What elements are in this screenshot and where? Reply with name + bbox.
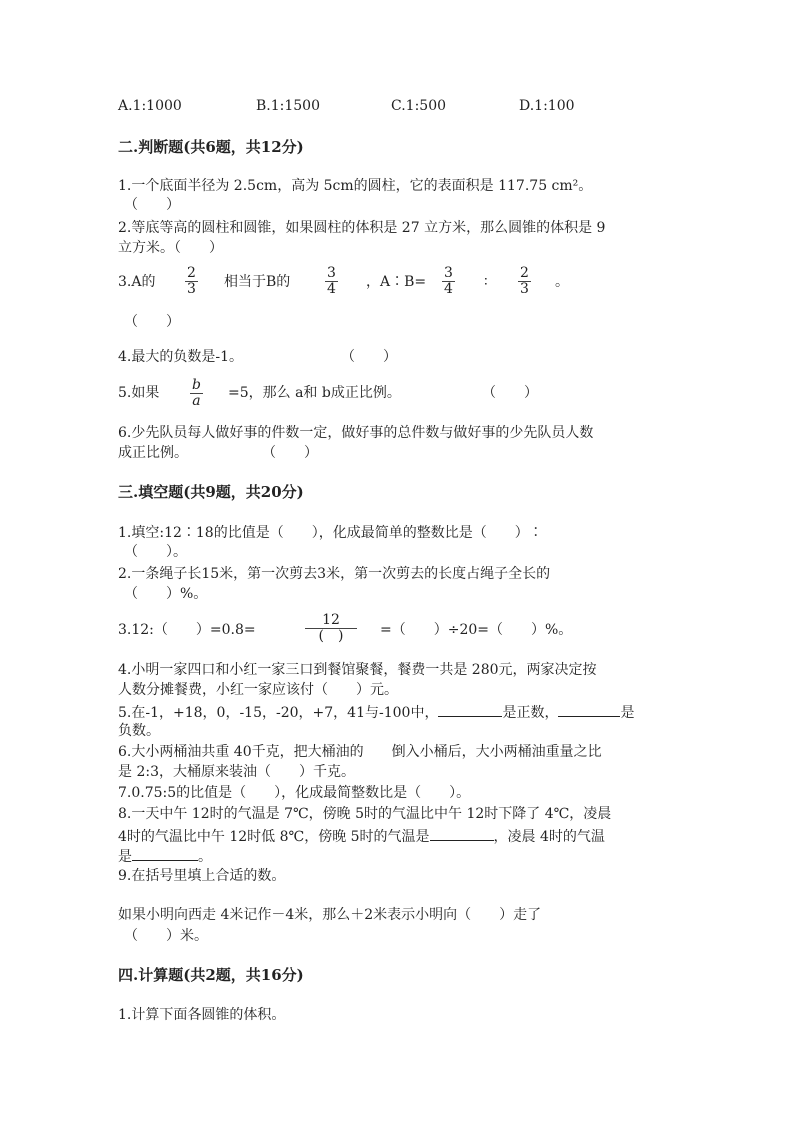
- fill-q6-line1: [118, 743, 602, 761]
- fraction-denominator: a: [192, 393, 201, 409]
- judge-q1-paren: （ ）: [124, 197, 180, 213]
- fraction-numerator: b: [192, 377, 201, 393]
- option-d: D.1:100: [519, 98, 575, 114]
- answer-blank[interactable]: [558, 702, 620, 717]
- fill-q6-text-b: 倒入小桶后，大小两桶油重量之比: [391, 744, 602, 760]
- fraction-denominator: 4: [327, 281, 336, 297]
- judge-q5-paren: （ ）: [482, 385, 538, 401]
- judge-q2-line1: 2.等底等高的圆柱和圆锥，如果圆柱的体积是 27 立方米，那么圆锥的体积是 9: [118, 220, 606, 236]
- fraction-denominator: 3: [187, 281, 196, 297]
- judge-q4-text: 4.最大的负数是-1。: [118, 349, 243, 365]
- fill-q9-sub-line2: （ ）米。: [124, 928, 208, 944]
- fill-q5-text-b: 是正数，: [502, 705, 559, 721]
- answer-blank[interactable]: [438, 702, 502, 717]
- judge-q6-line2: 成正比例。: [118, 445, 188, 461]
- judge-q3-mid1: 相当于B的: [224, 274, 291, 290]
- fill-q6-text-a: 6.大小两桶油共重 40千克，把大桶油的: [118, 744, 364, 760]
- fraction-numerator: 3: [327, 265, 336, 281]
- fill-q2-line1: 2.一条绳子长15米，第一次剪去3米，第一次剪去的长度占绳子全长的: [118, 566, 551, 582]
- fill-q8-line2: [118, 826, 605, 846]
- judge-q2-line2: 立方米。（ ）: [118, 240, 223, 256]
- fill-q1-line1: 1.填空:12∶18的比值是（ ），化成最简单的整数比是（ ）∶: [118, 525, 543, 541]
- judge-q3-fraction-a: [185, 266, 198, 297]
- fraction-denominator: 3: [520, 281, 529, 297]
- judge-q6-line1: 6.少先队员每人做好事的件数一定，做好事的总件数与做好事的少先队员人数: [118, 425, 594, 441]
- judge-q6-paren: （ ）: [262, 445, 318, 461]
- fraction-numerator: 3: [444, 265, 453, 281]
- fill-q3-part1: 3.12:（ ）=0.8=: [118, 622, 256, 638]
- fraction-numerator: 2: [187, 265, 196, 281]
- judge-q5-suffix: =5，那么 a和 b成正比例。: [228, 385, 401, 401]
- fill-q3-part2: =（ ）÷20=（ ）%。: [380, 622, 573, 638]
- judge-q3-mid2: ，A∶B=: [366, 274, 427, 290]
- fill-q8-text-d: 。: [198, 849, 212, 865]
- fill-q9-sub-line1: 如果小明向西走 4米记作－4米，那么＋2米表示小明向（ ）走了: [118, 907, 542, 923]
- fill-q5-text-c: 是: [620, 705, 635, 721]
- fill-q5-line1: [118, 702, 634, 722]
- fill-q8-text-a: 4时的气温比中午 12时低 8℃，傍晚 5时的气温是: [118, 829, 430, 845]
- judge-q5-prefix: 5.如果: [118, 385, 160, 401]
- calc-q1-text: 1.计算下面各圆锥的体积。: [118, 1007, 286, 1023]
- fill-q8-text-b: ，凌晨 4时的气温: [493, 829, 605, 845]
- fill-q5-text-a: 5.在-1，+18，0，-15，-20，+7，41与-100中，: [118, 705, 439, 721]
- section-title-calculation: 四.计算题(共2题，共16分): [118, 966, 304, 984]
- fill-q6-line2: 是 2:3，大桶原来装油（ ）千克。: [118, 764, 355, 780]
- section-title-judgement: 二.判断题(共6题，共12分): [118, 138, 304, 156]
- judge-q3-fraction-d: [518, 266, 531, 297]
- judge-q5-fraction: [190, 378, 203, 409]
- fill-q8-line1: 8.一天中午 12时的气温是 7℃，傍晚 5时的气温比中午 12时下降了 4℃，凌晨: [118, 806, 612, 822]
- fill-q2-line2: （ ）%。: [124, 586, 208, 602]
- judge-q3-end: 。: [555, 274, 569, 290]
- fill-q9-text: 9.在括号里填上合适的数。: [118, 868, 286, 884]
- judge-q3-fraction-c: [442, 266, 455, 297]
- fill-q4-line1: 4.小明一家四口和小红一家三口到餐馆聚餐，餐费一共是 280元，两家决定按: [118, 662, 597, 678]
- judge-q1-line1: 1.一个底面半径为 2.5cm，高为 5cm的圆柱，它的表面积是 117.75 cm²。: [118, 178, 593, 194]
- option-c: C.1:500: [391, 98, 447, 114]
- option-b: B.1:1500: [256, 98, 320, 114]
- fill-q1-line2: （ ）。: [124, 544, 187, 560]
- judge-q3-colon: ∶: [484, 274, 488, 290]
- answer-blank[interactable]: [132, 846, 198, 861]
- fill-q8-text-c: 是: [118, 849, 132, 865]
- option-a: A.1:1000: [118, 98, 182, 114]
- judge-q4-paren: （ ）: [341, 349, 397, 365]
- fraction-numerator: 2: [520, 265, 529, 281]
- fill-q8-line3: [118, 846, 212, 866]
- judge-q3-paren: （ ）: [124, 314, 180, 330]
- fill-q4-line2: 人数分摊餐费，小红一家应该付（ ）元。: [118, 682, 398, 698]
- fraction-denominator: ( ): [318, 628, 344, 644]
- section-title-fill-blank: 三.填空题(共9题，共20分): [118, 483, 304, 501]
- fill-q5-line2: 负数。: [118, 723, 160, 739]
- judge-q3-prefix: 3.A的: [118, 274, 156, 290]
- fraction-numerator: 12: [305, 613, 357, 629]
- answer-blank[interactable]: [430, 826, 494, 841]
- judge-q3-fraction-b: [325, 266, 338, 297]
- fill-q3-fraction: [305, 613, 357, 644]
- fraction-denominator: 4: [444, 281, 453, 297]
- fill-q7-text: 7.0.75:5的比值是（ ），化成最简整数比是（ ）。: [118, 785, 471, 801]
